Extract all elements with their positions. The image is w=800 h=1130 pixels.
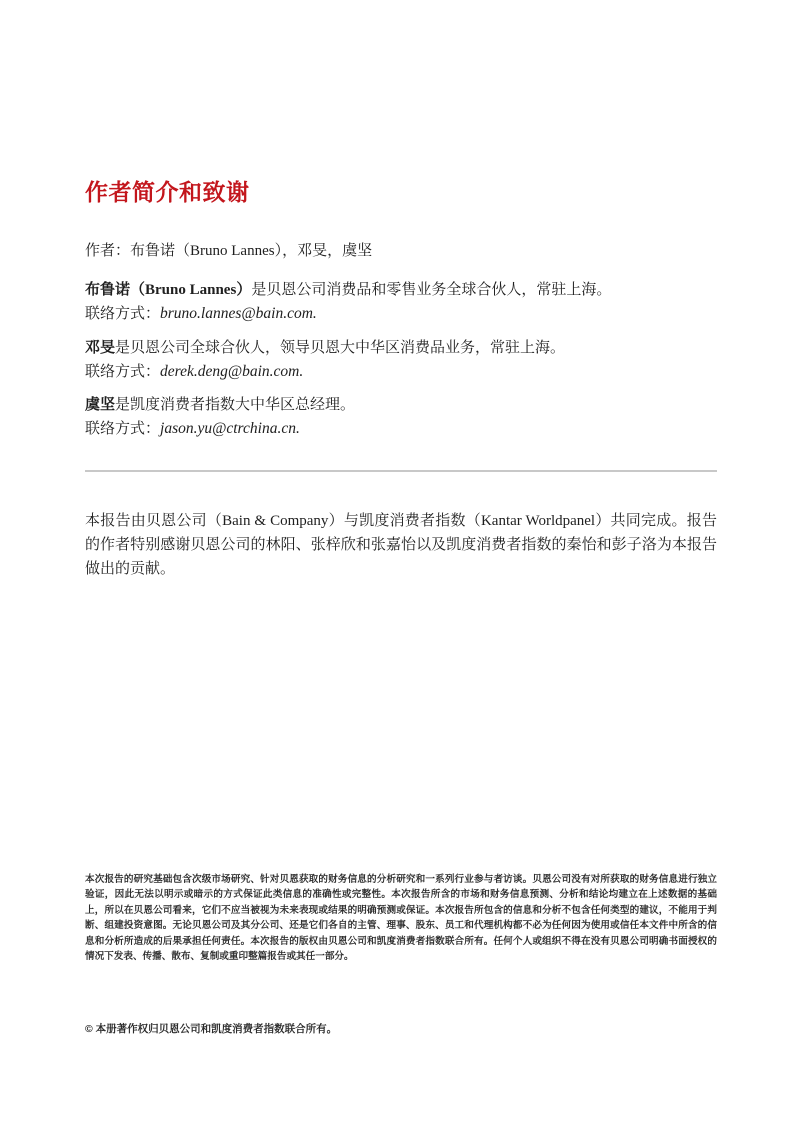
author-name-en: Bruno Lannes [190, 243, 275, 259]
bio-contact-line [85, 417, 717, 440]
author-name-cn: 邓旻 [85, 339, 116, 356]
authors-line [85, 240, 717, 262]
author-name-cn: 虞坚 [85, 396, 116, 413]
bio-description-line [85, 393, 717, 417]
author-name [85, 281, 251, 298]
authors-line-prefix: 作者：布鲁诺（ [85, 242, 191, 259]
contact-email: bruno.lannes@bain.com. [160, 305, 317, 322]
author-bio-jason-yu [85, 393, 717, 440]
contact-label: 联络方式： [85, 363, 161, 380]
ack-part3: ）共同完成。报告的作者特别感谢贝恩公司的林阳、张梓欣和张嘉怡以及凯度消费者指数的秦怡和彭子洛为本报告做出的贡献。 [85, 512, 717, 577]
contact-label: 联络方式： [85, 420, 161, 437]
author-bio-derek-deng [85, 336, 717, 383]
bio-contact-line [85, 302, 717, 325]
contact-label: 联络方式： [85, 305, 161, 322]
author-role-text: 是贝恩公司消费品和零售业务全球合伙人，常驻上海。 [251, 281, 612, 298]
author-bio-bruno-lannes [85, 278, 717, 325]
author-name [85, 339, 115, 356]
acknowledgment-paragraph [85, 509, 717, 581]
bio-description-line [85, 278, 717, 302]
author-role-text: 是凯度消费者指数大中华区总经理。 [115, 396, 356, 413]
section-divider [85, 470, 717, 472]
contact-email: jason.yu@ctrchina.cn. [160, 420, 300, 437]
bio-contact-line [85, 360, 717, 383]
page-title: 作者简介和致谢 [85, 179, 250, 205]
author-role-text: 是贝恩公司全球合伙人，领导贝恩大中华区消费品业务，常驻上海。 [115, 339, 566, 356]
bio-description-line [85, 336, 717, 360]
org-name-bain: Bain & Company [222, 513, 329, 529]
contact-email: derek.deng@bain.com. [160, 363, 304, 380]
author-name-latin: Bruno Lannes [145, 282, 237, 298]
author-name-cn: 布鲁诺（ [85, 281, 146, 298]
authors-line-suffix: ），邓旻，虞坚 [274, 242, 373, 259]
org-name-kantar: Kantar Worldpanel [480, 513, 596, 529]
author-name [85, 396, 115, 413]
copyright-line: © 本册著作权归贝恩公司和凯度消费者指数联合所有。 [85, 1023, 338, 1035]
ack-part2: ）与凯度消费者指数（ [328, 512, 481, 529]
legal-disclaimer-text: 本次报告的研究基础包含次级市场研究、针对贝恩获取的财务信息的分析研究和一系列行业参与者访谈。贝恩公司没有对所获取的财务信息进行独立验证，因此无法以明示或暗示的方式保证此类信息的准确性或完整性。本次报告所含的市场和财务信息预测、分析和结论均建立在上述数据的基础上，所以在贝恩公司看来，它们不应当被视为未来表现或结果的明确预测或保证。本次报告所包含的信息和分析不包含任何类型的建议，不能用于判断、组建投资意图。无论贝恩公司及其分公司、还是它们各自的主管、理事、股东、员工和代理机构都不必为任何因为使用或信任本文件中所含的信息和分析所造成的后果承担任何责任。本次报告的版权由贝恩公司和凯度消费者指数联合所有。任何个人或组织不得在没有贝恩公司明确书面授权的情况下发表、传播、散布、复制或重印整篇报告或其任一部分。 [85, 874, 717, 963]
author-name-close: ） [236, 281, 252, 298]
ack-part1: 本报告由贝恩公司（ [85, 512, 223, 529]
